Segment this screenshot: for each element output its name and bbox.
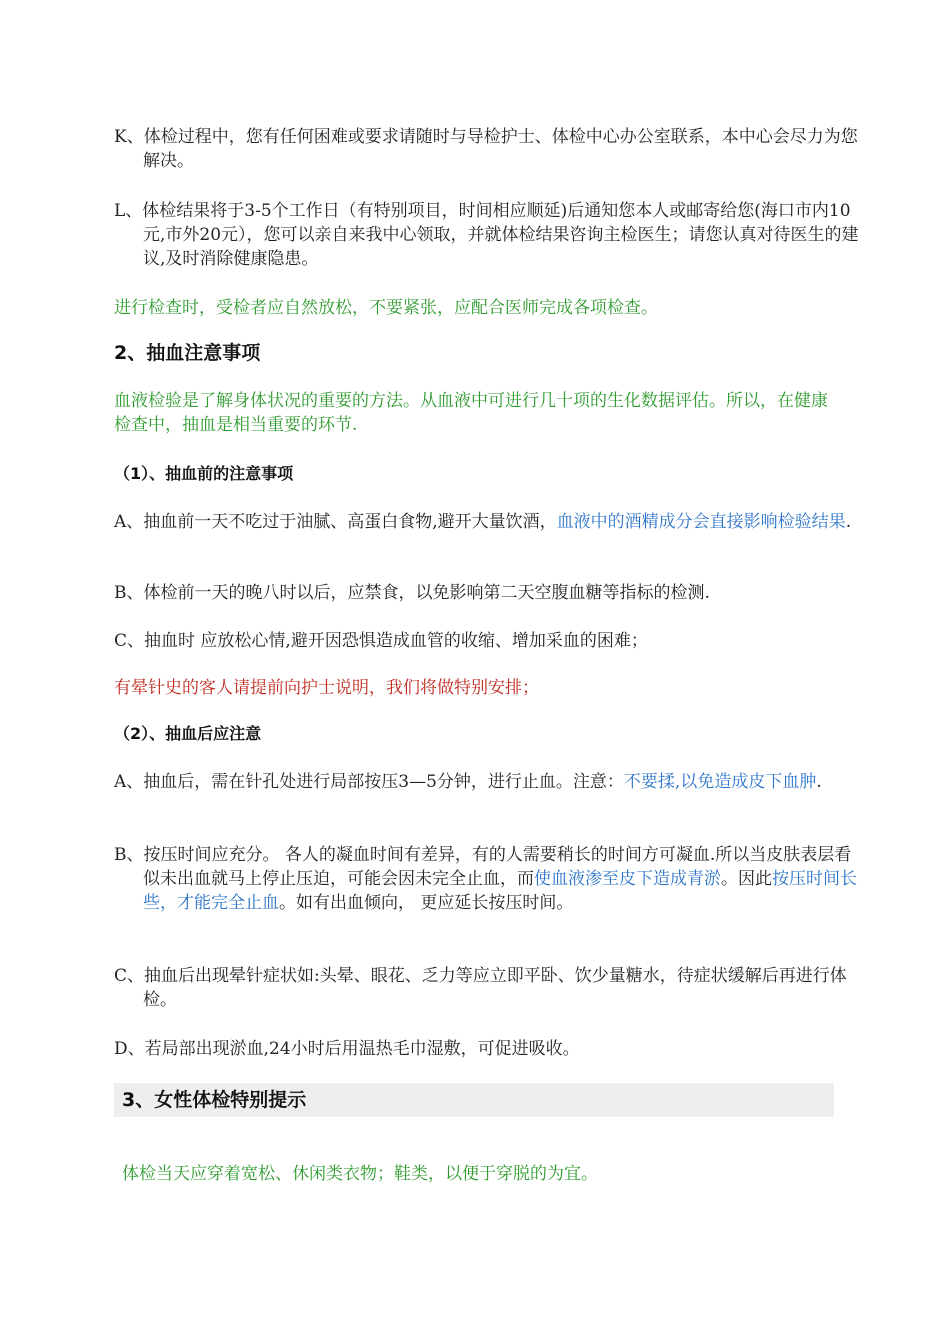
post-draw-item-b-text-3: 。如有出血倾向， 更应延长按压时间。	[279, 893, 574, 913]
post-draw-item-d: D、若局部出现淤血,24小时后用温热毛巾湿敷，可促进吸收。	[114, 1039, 580, 1059]
subsection-1-title: （1）、抽血前的注意事项	[114, 464, 294, 483]
post-draw-item-a	[114, 770, 834, 794]
post-draw-item-c: C、抽血后出现晕针症状如:头晕、眼花、乏力等应立即平卧、饮少量糖水，待症状缓解后再进行体检。	[114, 966, 847, 1010]
pre-draw-item-c: C、抽血时 应放松心情,避开因恐惧造成血管的收缩、增加采血的困难；	[114, 631, 648, 651]
post-draw-item-a-highlight: 不要揉,以免造成皮下血肿	[623, 772, 817, 792]
post-draw-item-b	[114, 843, 863, 915]
item-l: L、体检结果将于3-5个工作日（有特别项目，时间相应顺延)后通知您本人或邮寄给您(海口市内10元,市外20元），您可以亲自来我中心领取，并就体检结果咨询主检医生；请您认真对待医生的建议,及时消除健康隐患。	[114, 201, 859, 269]
item-k: K、体检过程中，您有任何困难或要求请随时与导检护士、体检中心办公室联系，本中心会尽力为您解决。	[114, 127, 858, 171]
section-3-title: 3、女性体检特别提示	[122, 1089, 307, 1111]
pre-draw-item-a-text: A、抽血前一天不吃过于油腻、高蛋白食物,避开大量饮酒，	[114, 512, 557, 532]
post-draw-item-b-text-2: 。因此	[721, 869, 772, 889]
pre-draw-item-a-highlight: 血液中的酒精成分会直接影响检验结果	[556, 512, 846, 532]
pre-draw-item-b: B、体检前一天的晚八时以后，应禁食，以免影响第二天空腹血糖等指标的检测.	[114, 583, 710, 603]
post-draw-item-a-text: A、抽血后，需在针孔处进行局部按压3—5分钟，进行止血。注意：	[114, 772, 624, 792]
pre-draw-item-a	[114, 510, 863, 534]
subsection-2-title: （2）、抽血后应注意	[114, 724, 262, 743]
section-2-title: 2、抽血注意事项	[114, 342, 261, 364]
post-draw-item-b-highlight-1: 使血液渗至皮下造成青淤	[534, 869, 721, 889]
post-draw-item-b-highlight-2: 按压时间长些，才能完全止血	[143, 869, 857, 913]
women-tip: 体检当天应穿着宽松、休闲类衣物；鞋类，以便于穿脱的为宜。	[122, 1164, 598, 1184]
fainting-note: 有晕针史的客人请提前向护士说明，我们将做特别安排；	[114, 678, 539, 698]
relax-note: 进行检查时，受检者应自然放松，不要紧张，应配合医师完成各项检查。	[114, 298, 658, 318]
post-draw-item-a-end: .	[816, 772, 822, 792]
section-3-heading-bar	[114, 1083, 834, 1117]
post-draw-item-b-text-1: B、按压时间应充分。 各人的凝血时间有差异，有的人需要稍长的时间方可凝血.所以当皮肤表层看似未出血就马上停止压迫，可能会因未完全止血，而	[114, 845, 852, 889]
pre-draw-item-a-end: .	[845, 512, 852, 532]
section-2-intro: 血液检验是了解身体状况的重要的方法。从血液中可进行几十项的生化数据评估。所以，在健康检查中，抽血是相当重要的环节.	[114, 391, 828, 435]
